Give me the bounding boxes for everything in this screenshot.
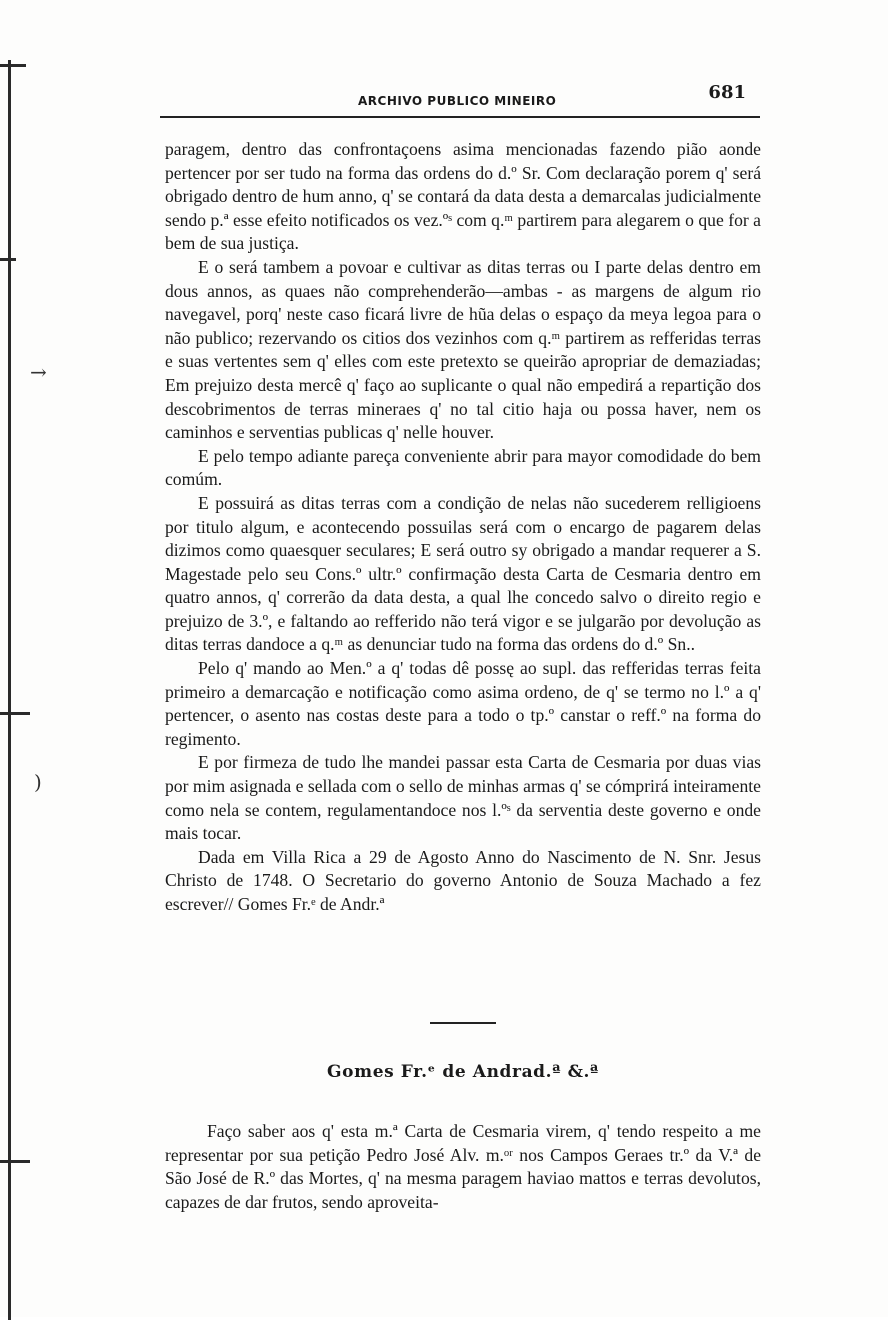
paragraph: E pelo tempo adiante pareça conveniente abrir para mayor comodidade do bem comúm.	[165, 445, 761, 490]
page-header	[160, 82, 760, 122]
paragraph: Pelo q' mando ao Men.º a q' todas dê possę ao supl. das refferidas terras feita primeiro a demarcação e notificação como asima ordeno, de q' se termo no l.º a q' pertencer, o asento nas costas deste para a todo o tp.º canstar o reff.º na forma do regimento.	[165, 658, 761, 749]
binding-edge-line	[8, 60, 11, 1320]
binding-edge-tick	[0, 64, 26, 67]
binding-edge-tick	[0, 712, 30, 715]
section-divider	[430, 1022, 496, 1024]
margin-mark: )	[34, 770, 42, 794]
paragraph: E o será tambem a povoar e cultivar as ditas terras ou I parte delas dentro em dous annos, as quaes não comprehenderão—ambas - as margens de algum rio navegavel, porq' neste caso ficará livre de hũa delas o espaço da meya legoa para o não publico; rezervando os citios dos vezinhos com q.ᵐ partirem as refferidas terras e suas vertentes sem q' elles com este pretexto se queirão apropriar de demaziadas; Em prejuizo desta mercê q' faço ao suplicante o qual não empedirá a repartição dos descobrimentos de terras mineraes q' no tal citio haja ou possa haver, nem os caminhos e serventias publicas q' nelle houver.	[165, 256, 761, 443]
paragraph: E possuirá as ditas terras com a condição de nelas não sucederem relligioens por titulo algum, e acontecendo possuilas será com o encargo de pagarem delas dizimos como quaesquer seculares; E será outro sy obrigado a mandar requerer a S. Magestade pelo seu Cons.º ultr.º confirmação desta Carta de Cesmaria dentro em quatro annos, q' correrão da data desta, a qual lhe concedo salvo o direito regio e prejuizo de 3.º, e faltando ao refferido não terá vigor e se julgarão por devolução as ditas terras dandoce a q.ᵐ as denunciar tudo na forma das ordens do d.º Sn..	[165, 492, 761, 655]
body-text	[165, 138, 761, 917]
margin-mark: →	[30, 360, 47, 384]
section-body-text	[165, 1120, 761, 1214]
running-head: ARCHIVO PUBLICO MINEIRO	[358, 94, 557, 108]
paragraph: Faço saber aos q' esta m.ª Carta de Cesmaria virem, q' tendo respeito a me representar por sua petição Pedro José Alv. m.ᵒʳ nos Campos Geraes tr.º da V.ª de São José de R.º das Mortes, q' na mesma paragem haviao mattos e terras devolutos, capazes de dar frutos, sendo aproveita-	[165, 1121, 761, 1212]
header-rule	[160, 116, 760, 118]
paragraph: E por firmeza de tudo lhe mandei passar esta Carta de Cesmaria por duas vias por mim asignada e sellada com o sello de minhas armas q' se cómprirá inteiramente como nela se contem, regulamentandoce nos l.ºˢ da serventia deste governo e onde mais tocar.	[165, 752, 761, 844]
section-title: Gomes Fr.ᵉ de Andrad.ª &.ª	[327, 1062, 599, 1082]
binding-edge-tick	[0, 1160, 30, 1163]
page-number: 681	[708, 82, 746, 103]
paragraph: Dada em Villa Rica a 29 de Agosto Anno do Nascimento de N. Snr. Jesus Christo de 1748. O Secretario do governo Antonio de Souza Machado a fez escrever// Gomes Fr.ᵉ de Andr.ª	[165, 846, 761, 914]
paragraph: paragem, dentro das confrontaçoens asima mencionadas fazendo pião aonde pertencer por ser tudo na forma das ordens do d.º Sr. Com declaração porem q' será obrigado dentro de hum anno, q' se contará da data desta a demarcalas judicialmente sendo p.ª esse efeito notificados os vez.ºˢ com q.ᵐ partirem para alegarem o que for a bem de sua justiça.	[165, 139, 761, 254]
binding-edge-tick	[0, 258, 16, 261]
